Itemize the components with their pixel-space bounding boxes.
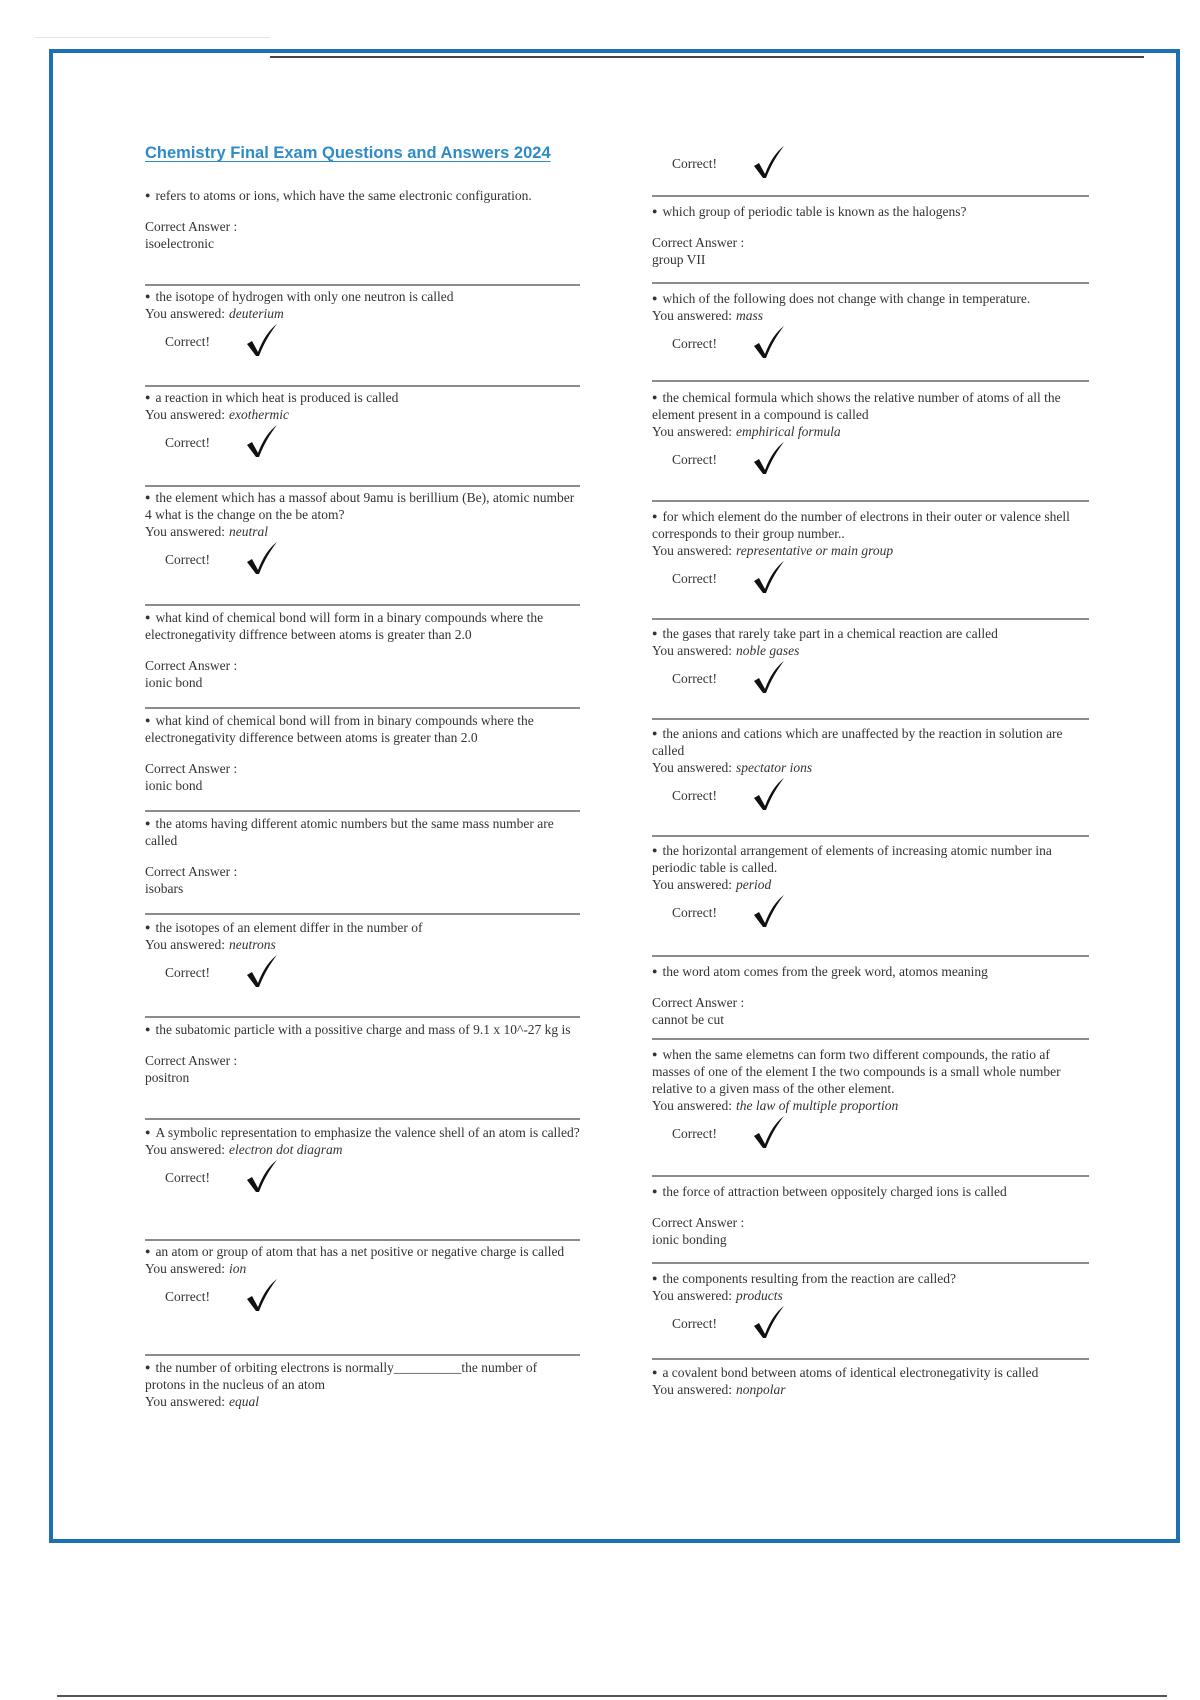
question-separator <box>145 707 580 709</box>
question-separator <box>652 195 1089 197</box>
you-answered-label: You answered: <box>652 760 732 775</box>
correct-feedback <box>652 324 1089 362</box>
question-label: which of the following does not change with change in temperature. <box>662 291 1031 306</box>
question-text <box>145 1243 580 1260</box>
question-separator <box>145 485 580 487</box>
page-title: Chemistry Final Exam Questions and Answers 2024 <box>145 144 551 162</box>
you-answered-row <box>652 423 1089 440</box>
question-text <box>145 815 580 849</box>
you-answered-label: You answered: <box>145 306 225 321</box>
bullet-icon: ● <box>652 1049 658 1059</box>
correct-feedback <box>145 540 580 578</box>
question-text <box>652 725 1089 759</box>
bullet-icon: ● <box>145 492 151 502</box>
bullet-icon: ● <box>145 715 151 725</box>
answered-value: electron dot diagram <box>229 1142 343 1157</box>
bullet-icon: ● <box>145 1362 151 1372</box>
correct-label: Correct! <box>672 336 717 351</box>
question-text <box>652 963 1089 980</box>
question-label: a reaction in which heat is produced is called <box>155 390 399 405</box>
question-separator <box>652 618 1089 620</box>
question-text <box>652 1183 1089 1200</box>
question-separator <box>652 380 1089 382</box>
you-answered-row <box>145 406 580 423</box>
you-answered-label: You answered: <box>145 1142 225 1157</box>
question-item <box>145 489 580 578</box>
answered-value: equal <box>229 1394 259 1409</box>
answered-value: neutral <box>229 524 268 539</box>
correct-feedback <box>652 440 1089 478</box>
bullet-icon: ● <box>652 1273 658 1283</box>
question-item <box>652 1270 1089 1342</box>
correct-label: Correct! <box>672 671 717 686</box>
correct-feedback <box>652 659 1089 697</box>
correct-feedback <box>652 893 1089 931</box>
question-label: the isotope of hydrogen with only one neutron is called <box>155 289 454 304</box>
correct-answer-value: isobars <box>145 881 184 896</box>
correct-feedback <box>652 776 1089 814</box>
correct-label: Correct! <box>672 156 717 171</box>
question-label: the horizontal arrangement of elements of increasing atomic number ina periodic table is called. <box>652 843 1052 875</box>
bullet-icon: ● <box>145 1127 151 1137</box>
correct-answer-value: ionic bonding <box>652 1232 727 1247</box>
correct-answer-label: Correct Answer : <box>145 1053 238 1068</box>
top-rule <box>270 56 1144 58</box>
correct-answer-label: Correct Answer : <box>652 1215 745 1230</box>
you-answered-label: You answered: <box>652 424 732 439</box>
correct-feedback <box>145 322 580 360</box>
question-label: the subatomic particle with a possitive charge and mass of 9.1 x 10^-27 kg is <box>155 1022 571 1037</box>
you-answered-row <box>145 305 580 322</box>
bullet-icon: ● <box>652 293 658 303</box>
question-item <box>652 842 1089 931</box>
bullet-icon: ● <box>652 392 658 402</box>
question-label: an atom or group of atom that has a net positive or negative charge is called <box>155 1244 565 1259</box>
question-separator <box>652 500 1089 502</box>
correct-answer-value: ionic bond <box>145 675 203 690</box>
correct-label: Correct! <box>672 1316 717 1331</box>
answered-value: noble gases <box>736 643 800 658</box>
correct-answer-label: Correct Answer : <box>145 658 238 673</box>
answered-value: spectator ions <box>736 760 813 775</box>
question-item <box>652 625 1089 697</box>
bullet-icon: ● <box>145 190 151 200</box>
question-item <box>652 963 1089 1028</box>
question-item <box>145 389 580 461</box>
question-label: for which element do the number of electrons in their outer or valence shell corresponds to their group number.. <box>652 509 1070 541</box>
answered-value: exothermic <box>229 407 289 422</box>
question-separator <box>652 1038 1089 1040</box>
answered-value: period <box>736 877 772 892</box>
question-text <box>145 489 580 523</box>
question-separator <box>652 955 1089 957</box>
bullet-icon: ● <box>145 392 151 402</box>
correct-feedback <box>652 144 1089 182</box>
question-text <box>145 1359 580 1393</box>
you-answered-row <box>652 642 1089 659</box>
question-separator <box>145 810 580 812</box>
question-text <box>652 1046 1089 1097</box>
question-text <box>145 609 580 643</box>
question-item <box>652 1046 1089 1152</box>
you-answered-label: You answered: <box>145 937 225 952</box>
bullet-icon: ● <box>652 966 658 976</box>
you-answered-label: You answered: <box>145 524 225 539</box>
question-separator <box>145 1239 580 1241</box>
question-item <box>145 1021 580 1086</box>
you-answered-row <box>145 936 580 953</box>
question-text <box>145 187 580 204</box>
question-text <box>145 712 580 746</box>
you-answered-row <box>652 542 1089 559</box>
question-item <box>652 290 1089 362</box>
bullet-icon: ● <box>652 1367 658 1377</box>
question-label: the components resulting from the reaction are called? <box>662 1271 956 1286</box>
question-separator <box>652 1175 1089 1177</box>
answered-value: mass <box>736 308 764 323</box>
question-text <box>652 1270 1089 1287</box>
question-item <box>145 1124 580 1196</box>
bullet-icon: ● <box>652 728 658 738</box>
question-separator <box>145 284 580 286</box>
question-separator <box>145 1354 580 1356</box>
you-answered-row <box>652 307 1089 324</box>
question-item <box>145 288 580 360</box>
bullet-icon: ● <box>652 206 658 216</box>
question-label: the anions and cations which are unaffected by the reaction in solution are called <box>652 726 1063 758</box>
faint-top-line <box>35 37 270 38</box>
correct-answer-value: positron <box>145 1070 190 1085</box>
question-text <box>145 288 580 305</box>
question-separator <box>652 1262 1089 1264</box>
question-separator <box>145 1118 580 1120</box>
correct-answer-label: Correct Answer : <box>145 761 238 776</box>
correct-label: Correct! <box>672 571 717 586</box>
correct-feedback <box>652 559 1089 597</box>
question-item <box>145 187 580 252</box>
you-answered-row <box>145 523 580 540</box>
question-item <box>652 1364 1089 1398</box>
you-answered-label: You answered: <box>652 1382 732 1397</box>
question-label: when the same elemetns can form two different compounds, the ratio af masses of one of the element I the two compounds is a small whole number relative to a given mass of the other element. <box>652 1047 1061 1096</box>
question-text <box>652 1364 1089 1381</box>
question-label: a covalent bond between atoms of identical electronegativity is called <box>662 1365 1039 1380</box>
correct-label: Correct! <box>165 965 210 980</box>
you-answered-label: You answered: <box>652 543 732 558</box>
question-item <box>145 1243 580 1315</box>
answered-value: the law of multiple proportion <box>736 1098 899 1113</box>
correct-answer-label: Correct Answer : <box>652 995 745 1010</box>
you-answered-label: You answered: <box>652 308 732 323</box>
correct-answer-value: group VII <box>652 252 706 267</box>
question-text <box>652 508 1089 542</box>
bullet-icon: ● <box>145 922 151 932</box>
question-item <box>652 725 1089 814</box>
correct-answer-label: Correct Answer : <box>145 864 238 879</box>
correct-answer-value: cannot be cut <box>652 1012 724 1027</box>
you-answered-label: You answered: <box>145 1394 225 1409</box>
question-label: the word atom comes from the greek word, atomos meaning <box>662 964 988 979</box>
question-label: what kind of chemical bond will from in binary compounds where the electronegativity difference between atoms is greater than 2.0 <box>145 713 534 745</box>
question-separator <box>652 835 1089 837</box>
question-item <box>652 389 1089 478</box>
correct-feedback <box>145 953 580 991</box>
correct-label: Correct! <box>165 1289 210 1304</box>
correct-answer-label: Correct Answer : <box>145 219 238 234</box>
question-separator <box>145 1016 580 1018</box>
answered-value: neutrons <box>229 937 276 952</box>
bullet-icon: ● <box>145 612 151 622</box>
bullet-icon: ● <box>652 628 658 638</box>
question-label: the gases that rarely take part in a chemical reaction are called <box>662 626 998 641</box>
correct-feedback <box>145 1277 580 1315</box>
question-text <box>145 389 580 406</box>
bullet-icon: ● <box>652 511 658 521</box>
question-item <box>145 815 580 897</box>
correct-feedback <box>145 423 580 461</box>
question-item <box>652 144 1089 182</box>
question-item <box>652 508 1089 597</box>
correct-answer-value: ionic bond <box>145 778 203 793</box>
correct-label: Correct! <box>165 552 210 567</box>
correct-label: Correct! <box>672 1126 717 1141</box>
answered-value: nonpolar <box>736 1382 786 1397</box>
question-separator <box>652 282 1089 284</box>
question-label: A symbolic representation to emphasize the valence shell of an atom is called? <box>155 1125 580 1140</box>
bullet-icon: ● <box>652 1186 658 1196</box>
bullet-icon: ● <box>145 818 151 828</box>
you-answered-label: You answered: <box>652 1098 732 1113</box>
correct-label: Correct! <box>672 452 717 467</box>
bullet-icon: ● <box>145 1024 151 1034</box>
question-item <box>145 609 580 691</box>
bullet-icon: ● <box>652 845 658 855</box>
question-separator <box>145 913 580 915</box>
you-answered-row <box>652 1287 1089 1304</box>
question-label: the element which has a massof about 9amu is berillium (Be), atomic number 4 what is the change on the be atom? <box>145 490 575 522</box>
question-separator <box>145 604 580 606</box>
question-item <box>145 919 580 991</box>
you-answered-row <box>652 1381 1089 1398</box>
question-label: the isotopes of an element differ in the number of <box>155 920 423 935</box>
you-answered-label: You answered: <box>652 877 732 892</box>
question-label: refers to atoms or ions, which have the same electronic configuration. <box>155 188 532 203</box>
correct-label: Correct! <box>165 435 210 450</box>
question-label: the force of attraction between oppositely charged ions is called <box>662 1184 1007 1199</box>
question-separator <box>652 1358 1089 1360</box>
correct-label: Correct! <box>672 905 717 920</box>
answered-value: ion <box>229 1261 247 1276</box>
you-answered-label: You answered: <box>145 1261 225 1276</box>
correct-label: Correct! <box>165 334 210 349</box>
question-text <box>652 290 1089 307</box>
you-answered-row <box>145 1260 580 1277</box>
question-text <box>145 1021 580 1038</box>
question-item <box>145 712 580 794</box>
bullet-icon: ● <box>145 291 151 301</box>
you-answered-row <box>145 1393 580 1410</box>
you-answered-row <box>145 1141 580 1158</box>
question-text <box>652 389 1089 423</box>
question-text <box>652 842 1089 876</box>
correct-answer-value: isoelectronic <box>145 236 214 251</box>
answered-value: representative or main group <box>736 543 894 558</box>
correct-answer-label: Correct Answer : <box>652 235 745 250</box>
question-label: the atoms having different atomic numbers but the same mass number are called <box>145 816 554 848</box>
question-text <box>652 625 1089 642</box>
question-item <box>652 203 1089 268</box>
correct-label: Correct! <box>672 788 717 803</box>
you-answered-row <box>652 1097 1089 1114</box>
question-label: the number of orbiting electrons is normally__________the number of protons in the nucleus of an atom <box>145 1360 538 1392</box>
you-answered-row <box>652 759 1089 776</box>
question-label: the chemical formula which shows the relative number of atoms of all the element present in a compound is called <box>652 390 1061 422</box>
question-text <box>145 1124 580 1141</box>
question-text <box>145 919 580 936</box>
bullet-icon: ● <box>145 1246 151 1256</box>
bottom-rule <box>57 1695 1167 1697</box>
question-separator <box>652 718 1089 720</box>
answered-value: emphirical formula <box>736 424 841 439</box>
you-answered-label: You answered: <box>145 407 225 422</box>
correct-feedback <box>652 1304 1089 1342</box>
question-label: what kind of chemical bond will form in a binary compounds where the electronegativity diffrence between atoms is greater than 2.0 <box>145 610 544 642</box>
question-separator <box>145 385 580 387</box>
question-text <box>652 203 1089 220</box>
question-item <box>145 1359 580 1410</box>
question-label: which group of periodic table is known as the halogens? <box>662 204 967 219</box>
correct-feedback <box>652 1114 1089 1152</box>
correct-label: Correct! <box>165 1170 210 1185</box>
answered-value: products <box>736 1288 783 1303</box>
question-item <box>652 1183 1089 1248</box>
correct-feedback <box>145 1158 580 1196</box>
you-answered-label: You answered: <box>652 1288 732 1303</box>
you-answered-row <box>652 876 1089 893</box>
answered-value: deuterium <box>229 306 284 321</box>
you-answered-label: You answered: <box>652 643 732 658</box>
